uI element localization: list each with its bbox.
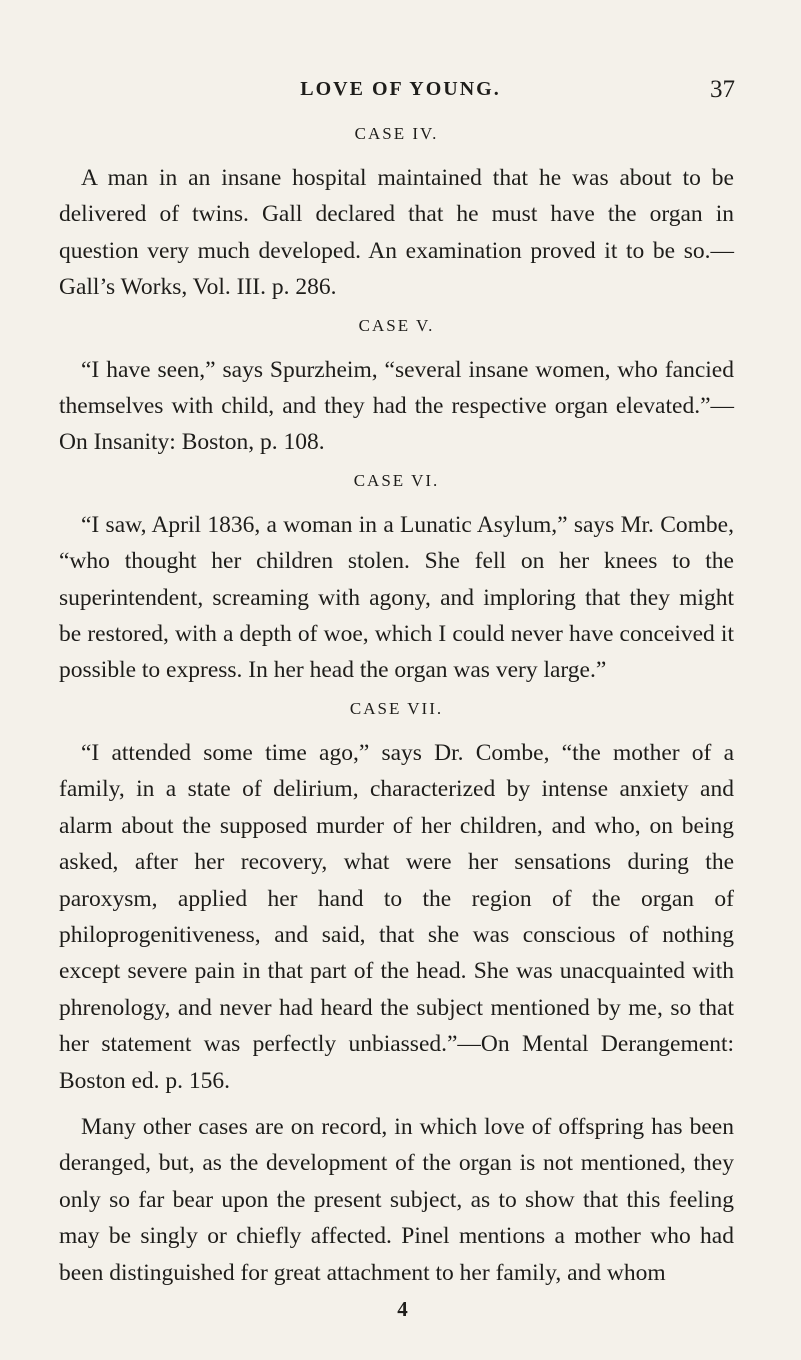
running-head-title: LOVE OF YOUNG. — [300, 78, 501, 100]
case-4-heading: CASE IV. — [354, 124, 439, 143]
case-5-text: “I have seen,” says Spurzheim, “several insane women, who fancied themselves with child, and they had the respective organ elevated.”—On Insanity: Boston, p. 108. — [59, 356, 734, 456]
case-6-text: “I saw, April 1836, a woman in a Lunatic Asylum,” says Mr. Combe, “who thought her children stolen. She fell on her knees to the superintendent, screaming with agony, and imploring that they might be restored, with a depth of woe, which I could never have conceived it possible to express. In her head the organ was very large.” — [59, 511, 734, 684]
running-head — [0, 76, 801, 106]
case-4-text: A man in an insane hospital maintained that he was about to be delivered of twins. Gall declared that he must have the organ in question very much developed. An examination proved it to be so.—Gall’s Works, Vol. III. p. 286. — [59, 165, 734, 301]
case-6-heading: CASE VI. — [353, 470, 440, 490]
page-body — [59, 124, 734, 1322]
case-7-text: “I attended some time ago,” says Dr. Combe, “the mother of a family, in a state of delirium, characterized by intense anxiety and alarm about the supposed murder of her children, and who, on being asked, after her recovery, what were her sensations during the paroxysm, applied her hand to the region of the organ of philoprogenitiveness, and said, that she was conscious of nothing except severe pain in that part of the head. She was unacquainted with phrenology, and never had heard the subject mentioned by me, so that her statement was perfectly unbiassed.”—On Mental Derangement: Boston ed. p. 156. — [59, 739, 734, 1094]
case-7-heading: CASE VII. — [349, 698, 444, 718]
case-5-heading: CASE V. — [358, 315, 435, 335]
page-number: 37 — [710, 76, 735, 103]
printer-signature-mark: 4 — [397, 1296, 408, 1321]
closing-paragraph: Many other cases are on record, in which love of offspring has been deranged, but, as the development of the organ is not mentioned, they only so far bear upon the present subject, as to show that this feeling may be singly or chiefly affected. Pinel mentions a mother who had been distinguished for great attachment to her family, and whom — [59, 1113, 734, 1286]
